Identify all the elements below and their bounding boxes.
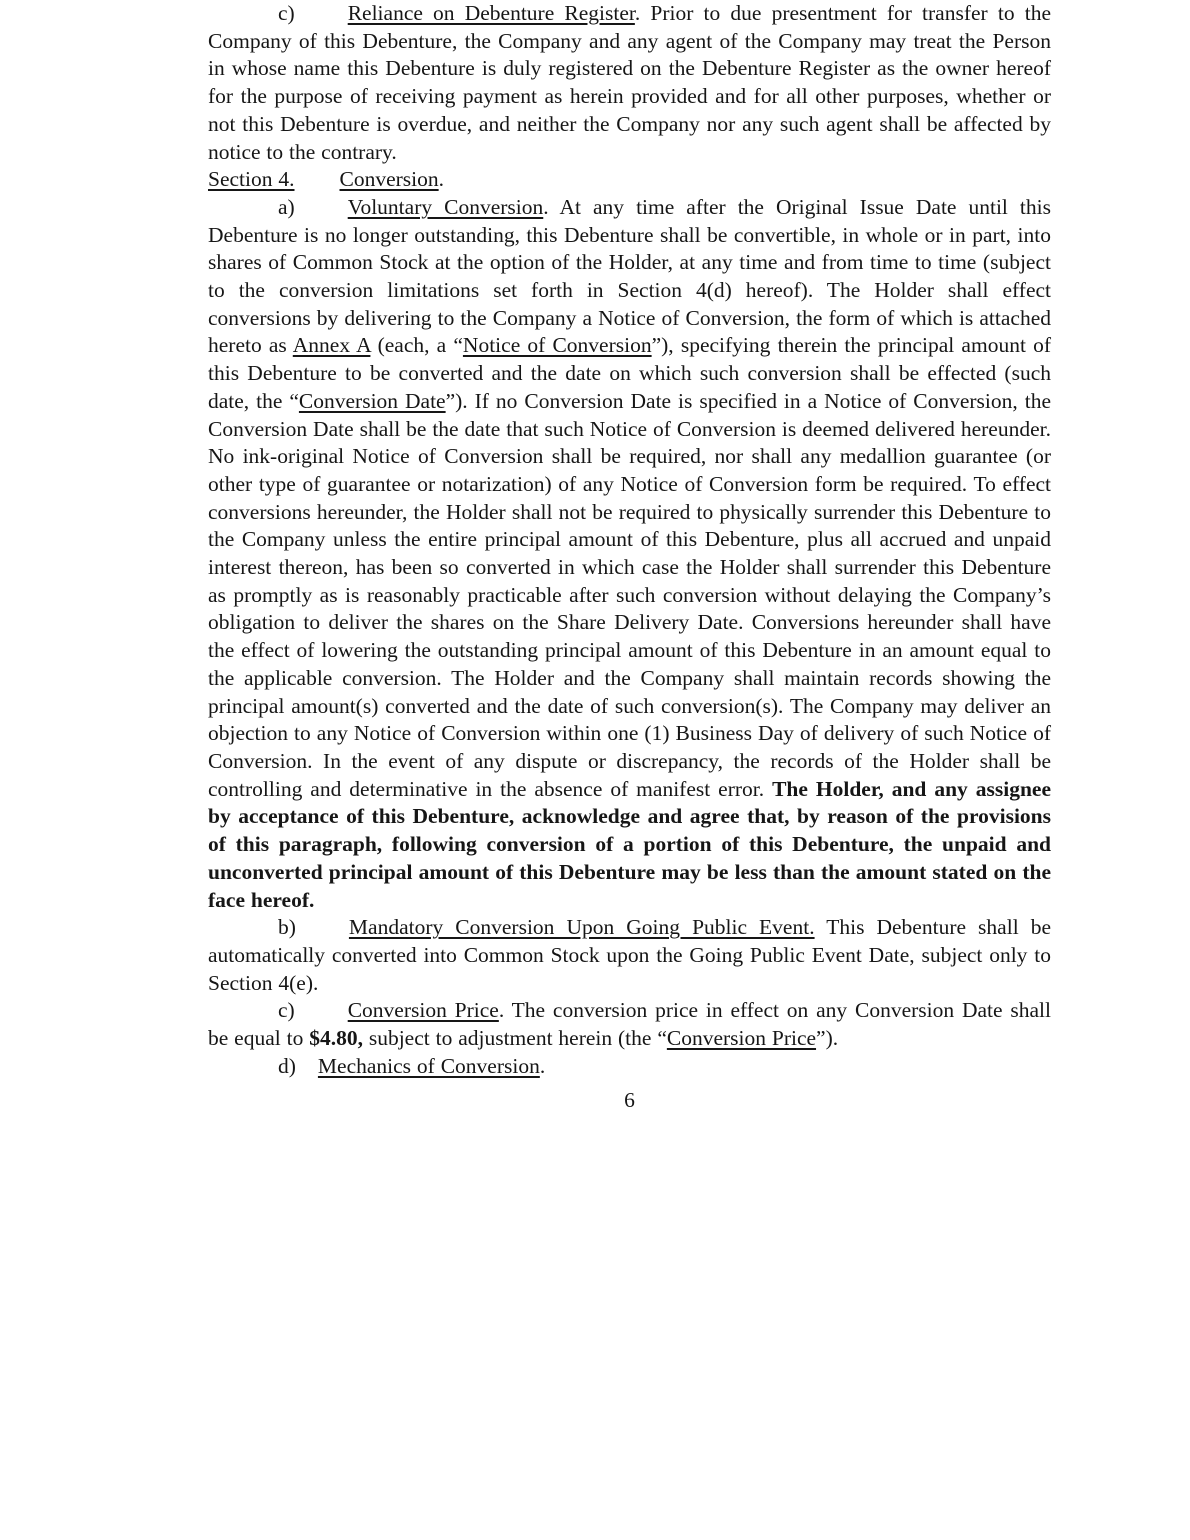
text-run: . Prior to due presentment for transfer to the Company of this Debenture, the Company and any agent of the Company may treat the Person in whose name this Debenture is duly registered on the Debenture Register as the owner hereof for the purpose of receiving payment as herein provided and for all other purposes, whether or not this Debenture is overdue, and neither the Company nor any such agent shall be affected by notice to the contrary. [208,1,1051,164]
page-number: 6 [624,1088,635,1113]
underlined-text: Section 4. [208,167,295,192]
text-run: . [539,1053,546,1078]
underlined-text: Annex A [292,333,371,358]
tab-spacer [296,1072,318,1073]
underlined-text: Conversion Price [347,998,499,1023]
underlined-text: Mechanics of Conversion [317,1053,540,1078]
paragraph-voluntary-conversion [208,194,1051,914]
underlined-text: Conversion Price [666,1026,817,1051]
underlined-text: Conversion [339,167,439,192]
text-run: ”). [816,1026,839,1051]
document-body [208,0,1051,1115]
text-run: . At any time after the Original Issue Date until this Debenture is no longer outstanding, this Debenture shall be convertible, in whole or in part, into shares of Common Stock at the option of the Holder, at any time and from time to time (subject to the conversion limitations set forth in Section 4(d) hereof). The Holder shall effect conversions by delivering to the Company a Notice of Conversion, the form of which is attached hereto as [208,194,1051,358]
text-run: . [438,167,445,192]
text-run: a) [278,194,295,219]
text-run: subject to adjustment herein (the “ [362,1026,667,1051]
text-run: ”), specifying therein the principal amount of this Debenture to be converted and the date on which such conversion shall be effected (such date, the “ [208,333,1051,413]
bold-text: $4.80, [309,1026,363,1051]
tab-spacer [295,185,340,186]
text-run: This Debenture shall be automatically converted into Common Stock upon the Going Public Event Date, subject only to Section 4(e). [208,915,1051,995]
text-run: c) [278,998,295,1023]
underlined-text: Notice of Conversion [462,333,652,358]
underlined-text: Voluntary Conversion [347,194,544,219]
text-run: b) [278,915,296,940]
paragraph-mandatory-conversion [208,914,1051,997]
tab-spacer [295,19,348,20]
underlined-text: Reliance on Debenture Register [347,1,635,25]
bold-text: The Holder, and any assignee by acceptance of this Debenture, acknowledge and agree that, by reason of the provisions of this paragraph, following conversion of a portion of this Debenture, the unpaid and unconverted principal amount of this Debenture may be less than the amount stated on the face hereof. [208,776,1051,912]
text-run: ”). If no Conversion Date is specified in a Notice of Conversion, the Conversion Date shall be the date that such Notice of Conversion is deemed delivered hereunder. No ink-original Notice of Conversion shall be required, nor shall any medallion guarantee (or other type of guarantee or notarization) of any Notice of Conversion form be required. To effect conversions hereunder, the Holder shall not be required to physically surrender this Debenture to the Company unless the entire principal amount of this Debenture, plus all accrued and unpaid interest thereon, has been so converted in which case the Holder shall surrender this Debenture as promptly as is reasonably practicable after such conversion without delaying the Company’s obligation to deliver the shares on the Share Delivery Date. Conversions hereunder shall have the effect of lowering the outstanding principal amount of this Debenture in an amount equal to the applicable conversion. The Holder and the Company shall maintain records showing the principal amount(s) converted and the date of such conversion(s). The Company may deliver an objection to any Notice of Conversion within one (1) Business Day of delivery of such Notice of Conversion. In the event of any dispute or discrepancy, the records of the Holder shall be controlling and determinative in the absence of manifest error. [208,388,1051,801]
underlined-text: Mandatory Conversion Upon Going Public Event. [348,915,815,940]
tab-spacer [295,1016,348,1017]
text-run: (each, a “ [370,333,463,358]
paragraph-reliance-on-debenture-register [208,0,1051,166]
text-run: c) [278,1,295,25]
text-run: d) [278,1053,296,1078]
heading-section-4-conversion [208,166,1051,194]
underlined-text: Conversion Date [298,388,446,413]
paragraph-mechanics-of-conversion [208,1053,1051,1081]
tab-spacer [296,933,349,934]
tab-spacer [295,213,348,214]
paragraph-conversion-price [208,997,1051,1052]
text-run: . The conversion price in effect on any Conversion Date shall be equal to [208,998,1051,1051]
